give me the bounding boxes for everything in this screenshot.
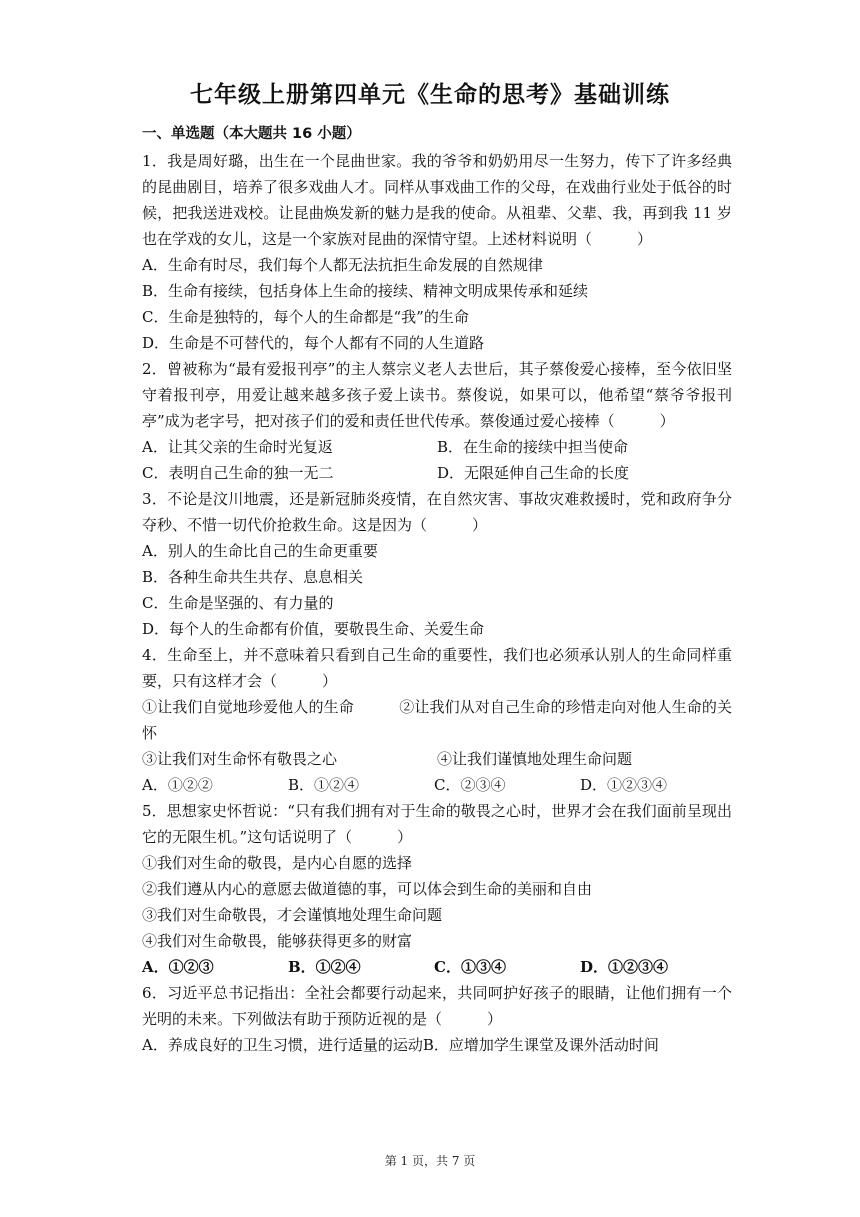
question-2-option-d: D．无限延伸自己生命的长度 [437, 464, 630, 482]
question-5-statement-2: ②我们遵从内心的意愿去做道德的事，可以体会到生命的美丽和自由 [142, 880, 593, 898]
question-2-option-c: C．表明自己生命的独一无二 [142, 464, 334, 482]
question-1-stem: 1．我是周好璐，出生在一个昆曲世家。我的爷爷和奶奶用尽一生努力，传下了许多经典的昆曲剧目，培养了很多戏曲人才。同样从事戏曲工作的父母，在戏曲行业处于低谷的时候，把我送进戏校。让昆曲焕发新的魅力是我的使命。从祖辈、父辈、我，再到我 11 岁也在学戏的女儿，这是一个家族对昆曲的深情守望。上述材料说明（ ） [142, 152, 732, 248]
page-footer: 第 1 页，共 7 页 [384, 1154, 476, 1168]
question-5-options [142, 954, 732, 980]
question-5-statement-1: ①我们对生命的敬畏，是内心自愿的选择 [142, 854, 413, 872]
question-2-stem: 2．曾被称为“最有爱报刊亭”的主人蔡宗义老人去世后，其子蔡俊爱心接棒，至今依旧坚守着报刊亭，用爱让越来越多孩子爱上读书。蔡俊说，如果可以，他希望“蔡爷爷报刊亭”成为老字号，把对孩子们的爱和责任世代传承。蔡俊通过爱心接棒（ ） [142, 360, 732, 430]
question-4-option-b: B．①②④ [288, 776, 360, 794]
question-4-option-a: A．①②② [142, 776, 213, 794]
question-3-option-c: C．生命是坚强的、有力量的 [142, 594, 334, 612]
question-5-option-b: B．①②④ [288, 958, 361, 976]
question-3-stem: 3．不论是汶川地震，还是新冠肺炎疫情，在自然灾害、事故灾难救援时，党和政府争分夺秒、不惜一切代价抢救生命。这是因为（ ） [142, 490, 732, 534]
question-2-options-row-2 [142, 460, 732, 486]
question-2-options-row-1 [142, 434, 732, 460]
question-5-stem: 5．思想家史怀哲说：“只有我们拥有对于生命的敬畏之心时，世界才会在我们面前呈现出它的无限生机。”这句话说明了（ ） [142, 802, 732, 846]
question-6-option-a: A．养成良好的卫生习惯，进行适量的运动 [142, 1036, 423, 1054]
question-5-statement-4: ④我们对生命敬畏，能够获得更多的财富 [142, 932, 413, 950]
section-heading: 一、单选题（本大题共 16 小题） [142, 126, 361, 142]
question-4-statements-3-4 [142, 746, 732, 772]
question-1-option-c: C．生命是独特的，每个人的生命都是“我”的生命 [142, 308, 469, 326]
question-4-stem: 4．生命至上，并不意味着只看到自己生命的重要性，我们也必须承认别人的生命同样重要，只有这样才会（ ） [142, 646, 732, 690]
question-5-option-a: A．①②③ [142, 958, 214, 976]
question-3-option-b: B．各种生命共生共存、息息相关 [142, 568, 364, 586]
question-2-option-a: A．让其父亲的生命时光复返 [142, 438, 333, 456]
question-4-option-c: C．②③④ [434, 776, 506, 794]
question-1-option-a: A．生命有时尽，我们每个人都无法抗拒生命发展的自然规律 [142, 256, 543, 274]
page-title: 七年级上册第四单元《生命的思考》基础训练 [190, 81, 670, 108]
question-list [142, 148, 732, 1058]
question-5-option-d: D．①②③④ [580, 958, 669, 976]
question-4-statements-1-2: ①让我们自觉地珍爱他人的生命 ②让我们从对自己生命的珍惜走向对他人生命的关怀 [142, 698, 732, 742]
question-5-option-c: C．①③④ [434, 958, 506, 976]
question-1-option-b: B．生命有接续，包括身体上生命的接续、精神文明成果传承和延续 [142, 282, 589, 300]
question-4-statement-4: ④让我们谨慎地处理生命问题 [437, 750, 633, 768]
question-5-statement-3: ③我们对生命敬畏，才会谨慎地处理生命问题 [142, 906, 443, 924]
question-1-option-d: D．生命是不可替代的，每个人都有不同的人生道路 [142, 334, 485, 352]
question-6-stem: 6．习近平总书记指出：全社会都要行动起来，共同呵护好孩子的眼睛，让他们拥有一个光明的未来。下列做法有助于预防近视的是（ ） [142, 984, 732, 1028]
question-6-option-b: B．应增加学生课堂及课外活动时间 [422, 1036, 659, 1054]
question-3-option-d: D．每个人的生命都有价值，要敬畏生命、关爱生命 [142, 620, 485, 638]
question-3-option-a: A．别人的生命比自己的生命更重要 [142, 542, 378, 560]
question-4-statement-3: ③让我们对生命怀有敬畏之心 [142, 750, 338, 768]
question-4-option-d: D．①②③④ [580, 776, 668, 794]
question-2-option-b: B．在生命的接续中担当使命 [437, 438, 629, 456]
question-6-options-row [142, 1032, 732, 1058]
question-4-options [142, 772, 732, 798]
